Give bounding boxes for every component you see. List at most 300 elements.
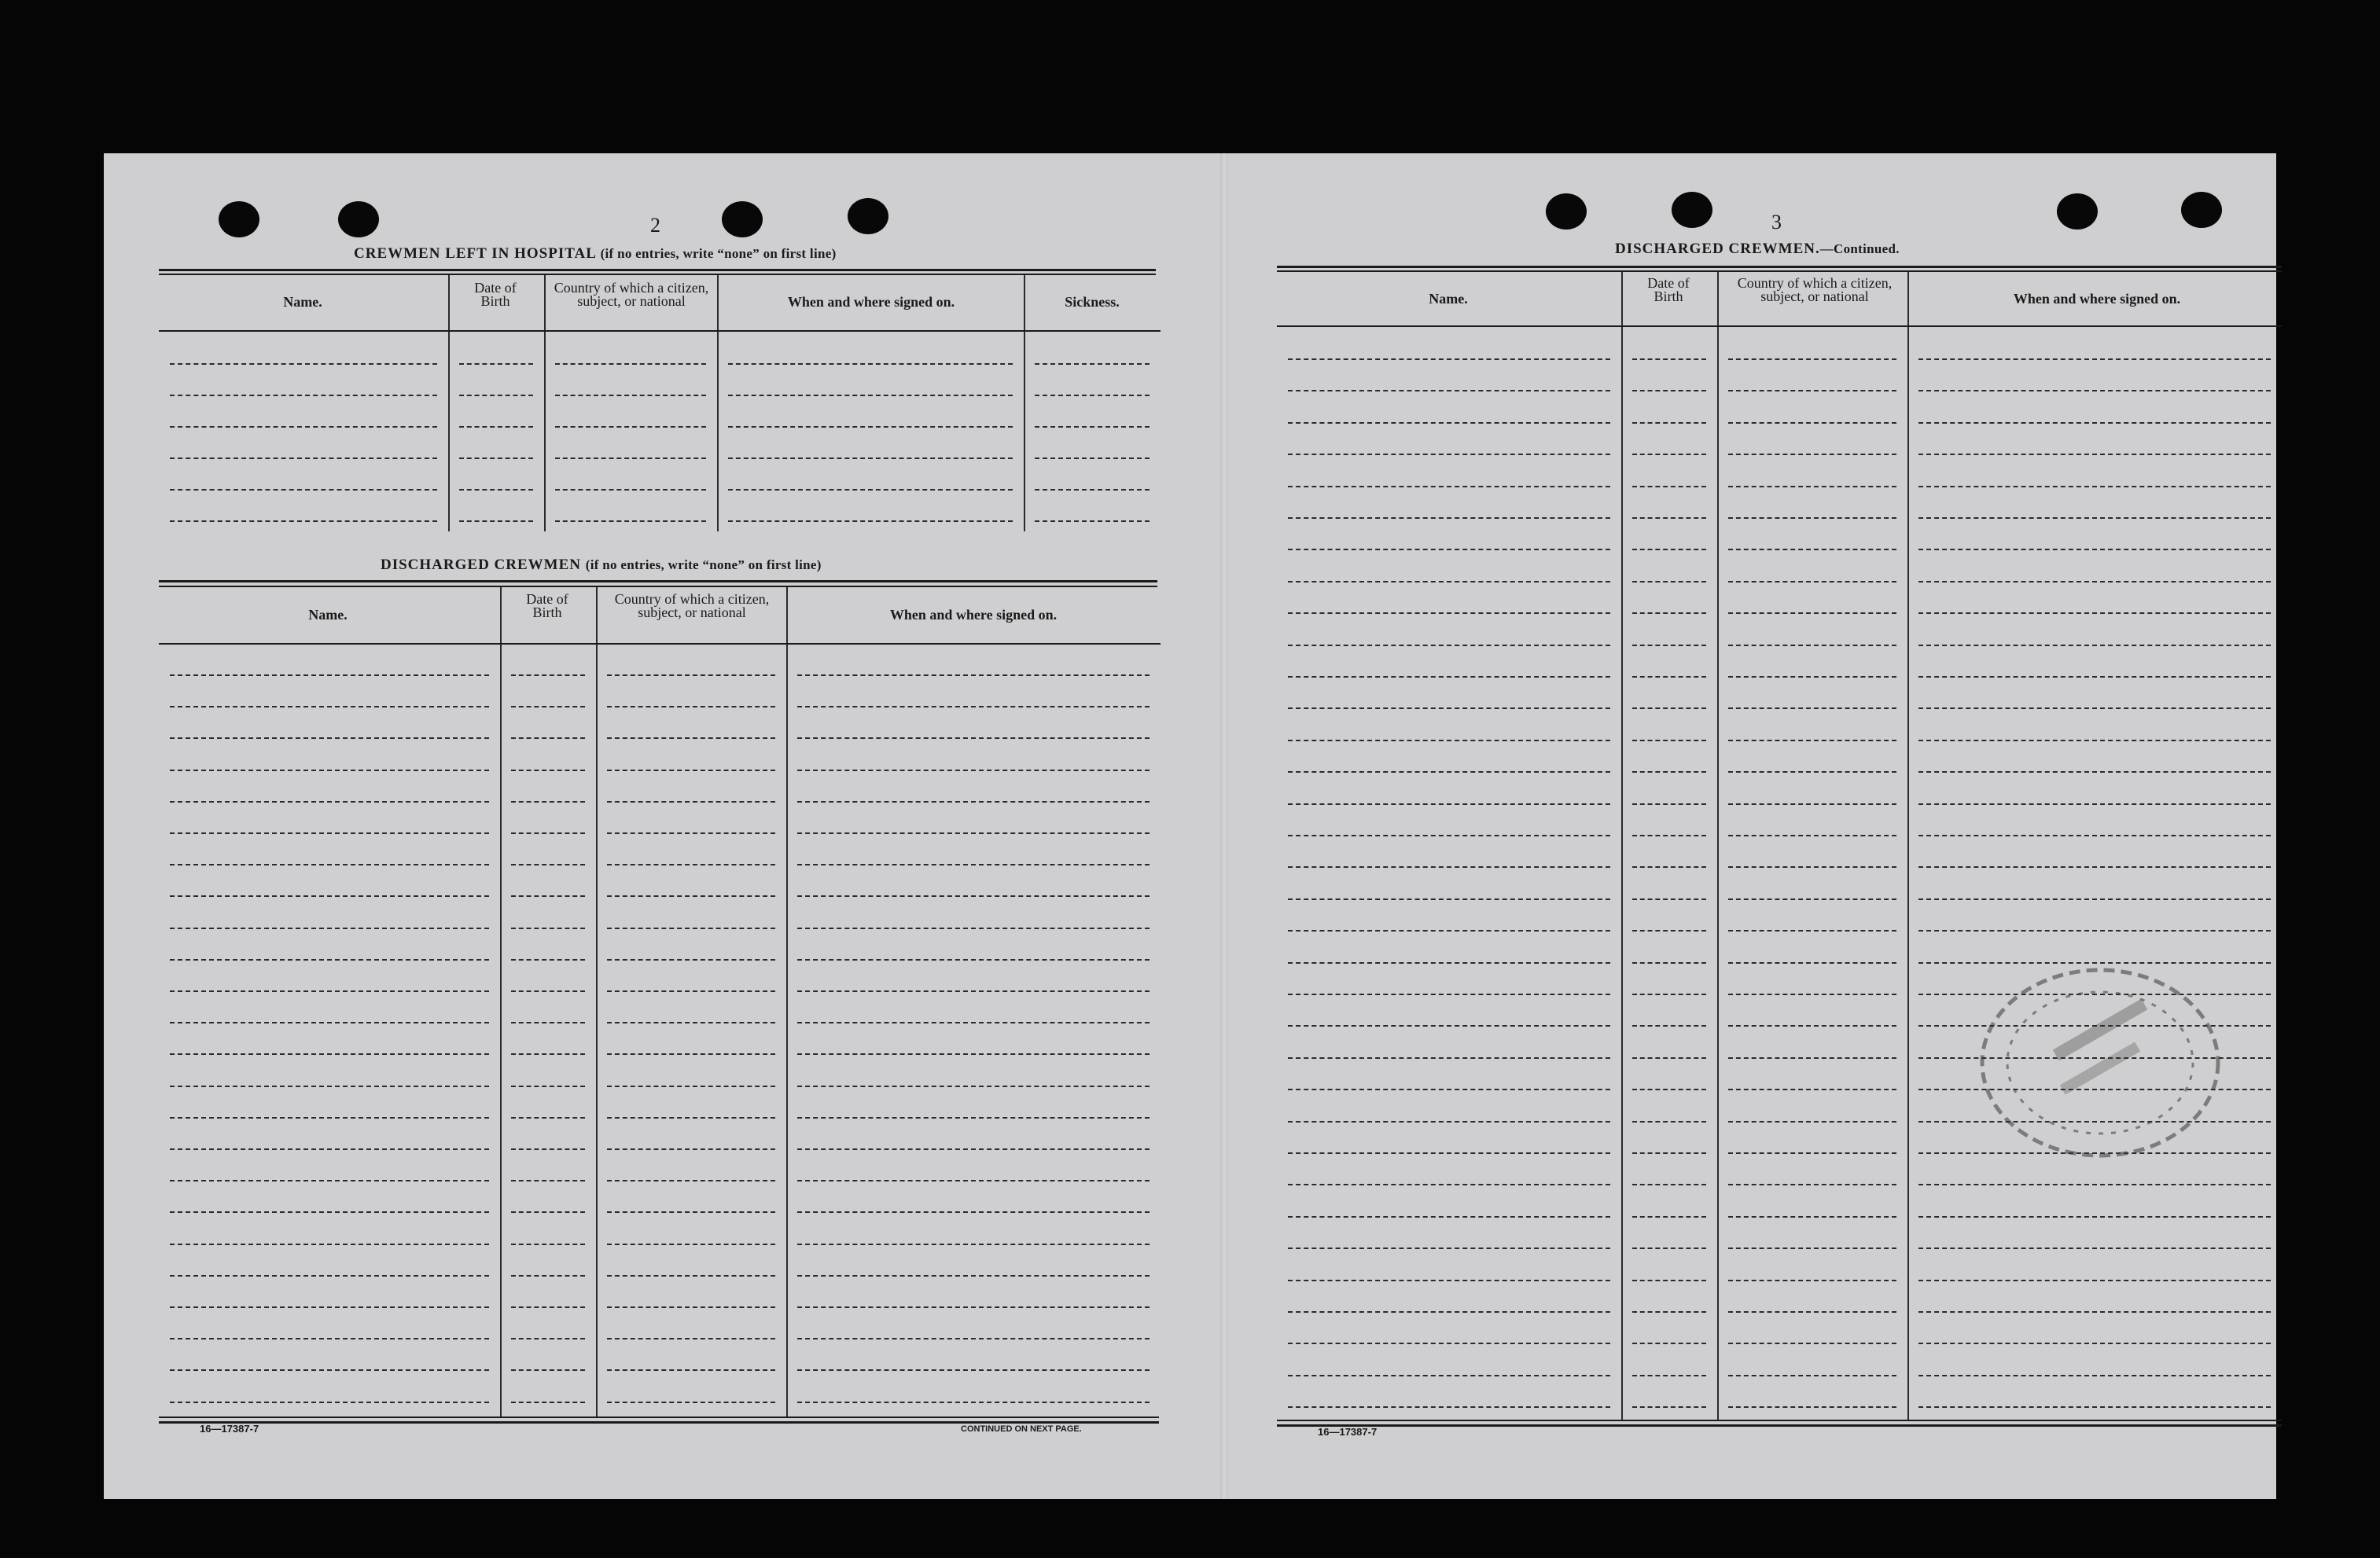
entry-line[interactable] bbox=[555, 520, 706, 522]
entry-line[interactable] bbox=[1918, 390, 2271, 391]
entry-line[interactable] bbox=[1632, 962, 1706, 964]
entry-line[interactable] bbox=[1632, 612, 1706, 614]
entry-line[interactable] bbox=[1918, 1343, 2271, 1344]
entry-line[interactable] bbox=[797, 706, 1150, 707]
discharged-col-signed-on-right: When and where signed on. bbox=[2013, 291, 2181, 307]
column-divider bbox=[596, 587, 598, 1417]
entry-line[interactable] bbox=[511, 1086, 585, 1087]
entry-line[interactable] bbox=[797, 1338, 1150, 1339]
entry-line[interactable] bbox=[1728, 771, 1896, 773]
entry-line[interactable] bbox=[511, 895, 585, 897]
entry-line[interactable] bbox=[511, 1148, 585, 1150]
entry-line[interactable] bbox=[607, 674, 775, 676]
entry-line[interactable] bbox=[1632, 1248, 1706, 1249]
continued-note: CONTINUED ON NEXT PAGE. bbox=[961, 1424, 1082, 1434]
entry-line[interactable] bbox=[170, 1244, 489, 1245]
entry-line[interactable] bbox=[1632, 358, 1706, 360]
entry-line[interactable] bbox=[170, 363, 437, 365]
hospital-col-signed-on: When and where signed on. bbox=[787, 294, 955, 310]
entry-line[interactable] bbox=[511, 801, 585, 803]
entry-line[interactable] bbox=[170, 1402, 489, 1403]
entry-line[interactable] bbox=[1288, 612, 1610, 614]
entry-line[interactable] bbox=[1918, 898, 2271, 900]
entry-line[interactable] bbox=[1288, 1152, 1610, 1154]
entry-line[interactable] bbox=[1918, 740, 2271, 741]
entry-line[interactable] bbox=[511, 1117, 585, 1119]
entry-line[interactable] bbox=[1728, 676, 1896, 678]
entry-line[interactable] bbox=[1918, 454, 2271, 455]
entry-line[interactable] bbox=[1288, 835, 1610, 836]
entry-line[interactable] bbox=[1728, 486, 1896, 487]
entry-line[interactable] bbox=[1632, 771, 1706, 773]
entry-line[interactable] bbox=[1288, 517, 1610, 519]
entry-line[interactable] bbox=[797, 1180, 1150, 1181]
entry-line[interactable] bbox=[1632, 645, 1706, 646]
entry-line[interactable] bbox=[511, 1180, 585, 1181]
entry-line[interactable] bbox=[1918, 517, 2271, 519]
entry-line[interactable] bbox=[607, 990, 775, 992]
ink-stamp bbox=[1970, 953, 2230, 1173]
entry-line[interactable] bbox=[1728, 930, 1896, 931]
entry-line[interactable] bbox=[607, 1244, 775, 1245]
discharged-top-rule-left bbox=[159, 580, 1157, 582]
entry-line[interactable] bbox=[1918, 358, 2271, 360]
entry-line[interactable] bbox=[607, 801, 775, 803]
entry-line[interactable] bbox=[1728, 866, 1896, 868]
entry-line[interactable] bbox=[797, 864, 1150, 865]
page-number-right: 3 bbox=[1771, 211, 1782, 233]
entry-line[interactable] bbox=[1918, 486, 2271, 487]
entry-line[interactable] bbox=[607, 1275, 775, 1277]
entry-line[interactable] bbox=[797, 1369, 1150, 1371]
entry-line[interactable] bbox=[1728, 1025, 1896, 1027]
entry-line[interactable] bbox=[1918, 1216, 2271, 1218]
entry-line[interactable] bbox=[1728, 454, 1896, 455]
entry-line[interactable] bbox=[1632, 1057, 1706, 1059]
entry-line[interactable] bbox=[1035, 457, 1150, 459]
entry-line[interactable] bbox=[607, 1117, 775, 1119]
hospital-col-sickness: Sickness. bbox=[1065, 294, 1120, 310]
entry-line[interactable] bbox=[1918, 930, 2271, 931]
bottom-rule-left bbox=[159, 1417, 1159, 1418]
entry-line[interactable] bbox=[1728, 581, 1896, 582]
entry-line[interactable] bbox=[1288, 930, 1610, 931]
entry-line[interactable] bbox=[1632, 1152, 1706, 1154]
column-divider bbox=[1621, 272, 1623, 1420]
entry-line[interactable] bbox=[459, 363, 533, 365]
entry-line[interactable] bbox=[1632, 1184, 1706, 1185]
entry-line[interactable] bbox=[1728, 1406, 1896, 1408]
entry-line[interactable] bbox=[511, 864, 585, 865]
entry-line[interactable] bbox=[170, 1211, 489, 1213]
entry-line[interactable] bbox=[511, 770, 585, 771]
entry-line[interactable] bbox=[511, 674, 585, 676]
entry-line[interactable] bbox=[1632, 676, 1706, 678]
entry-line[interactable] bbox=[797, 1086, 1150, 1087]
punch-hole bbox=[1672, 192, 1712, 228]
punch-hole bbox=[2181, 192, 2222, 228]
entry-line[interactable] bbox=[797, 801, 1150, 803]
entry-line[interactable] bbox=[1918, 1280, 2271, 1281]
discharged-title-text-right: DISCHARGED CREWMEN. bbox=[1615, 241, 1820, 257]
entry-line[interactable] bbox=[1288, 962, 1610, 964]
entry-line[interactable] bbox=[1288, 707, 1610, 709]
entry-line[interactable] bbox=[1288, 803, 1610, 805]
entry-line[interactable] bbox=[1288, 358, 1610, 360]
entry-line[interactable] bbox=[797, 1275, 1150, 1277]
punch-hole bbox=[219, 201, 259, 237]
entry-line[interactable] bbox=[1918, 803, 2271, 805]
entry-line[interactable] bbox=[511, 959, 585, 961]
entry-line[interactable] bbox=[1632, 1121, 1706, 1123]
entry-line[interactable] bbox=[1632, 803, 1706, 805]
entry-line[interactable] bbox=[607, 1148, 775, 1150]
entry-line[interactable] bbox=[459, 426, 533, 428]
entry-line[interactable] bbox=[1632, 1311, 1706, 1313]
entry-line[interactable] bbox=[728, 363, 1013, 365]
entry-line[interactable] bbox=[1288, 1025, 1610, 1027]
entry-line[interactable] bbox=[511, 1402, 585, 1403]
entry-line[interactable] bbox=[511, 737, 585, 739]
entry-line[interactable] bbox=[170, 457, 437, 459]
entry-line[interactable] bbox=[1288, 1089, 1610, 1090]
entry-line[interactable] bbox=[170, 1306, 489, 1308]
entry-line[interactable] bbox=[1728, 962, 1896, 964]
entry-line[interactable] bbox=[1918, 422, 2271, 424]
discharged-section-title-left bbox=[381, 557, 822, 574]
entry-line[interactable] bbox=[607, 770, 775, 771]
entry-line[interactable] bbox=[1288, 771, 1610, 773]
entry-line[interactable] bbox=[1288, 1280, 1610, 1281]
entry-line[interactable] bbox=[170, 864, 489, 865]
entry-line[interactable] bbox=[1288, 1057, 1610, 1059]
form-number-left: 16—17387-7 bbox=[200, 1423, 259, 1435]
entry-line[interactable] bbox=[511, 1053, 585, 1055]
entry-line[interactable] bbox=[511, 1211, 585, 1213]
entry-line[interactable] bbox=[797, 1402, 1150, 1403]
entry-line[interactable] bbox=[797, 1244, 1150, 1245]
entry-line[interactable] bbox=[555, 426, 706, 428]
entry-line[interactable] bbox=[728, 457, 1013, 459]
discharged-col-dob-left: Date of Birth bbox=[526, 591, 568, 620]
entry-line[interactable] bbox=[1728, 898, 1896, 900]
entry-line[interactable] bbox=[1728, 1248, 1896, 1249]
entry-line[interactable] bbox=[1632, 486, 1706, 487]
entry-line[interactable] bbox=[511, 1022, 585, 1023]
entry-line[interactable] bbox=[607, 928, 775, 929]
discharged-col-country-right: Country of which a citizen, subject, or national bbox=[1737, 275, 1893, 304]
entry-line[interactable] bbox=[170, 426, 437, 428]
entry-line[interactable] bbox=[1918, 1184, 2271, 1185]
entry-line[interactable] bbox=[459, 489, 533, 491]
entry-line[interactable] bbox=[1918, 581, 2271, 582]
entry-line[interactable] bbox=[1632, 1406, 1706, 1408]
entry-line[interactable] bbox=[1632, 1025, 1706, 1027]
entry-line[interactable] bbox=[1632, 835, 1706, 836]
discharged-col-country-left: Country of which a citizen, subject, or national bbox=[614, 591, 770, 620]
entry-line[interactable] bbox=[1288, 1121, 1610, 1123]
entry-line[interactable] bbox=[555, 363, 706, 365]
hospital-title-text: CREWMEN LEFT IN HOSPITAL bbox=[354, 245, 596, 262]
entry-line[interactable] bbox=[1288, 676, 1610, 678]
entry-line[interactable] bbox=[1288, 454, 1610, 455]
entry-line[interactable] bbox=[170, 1180, 489, 1181]
entry-line[interactable] bbox=[1632, 740, 1706, 741]
entry-line[interactable] bbox=[511, 832, 585, 834]
entry-line[interactable] bbox=[1035, 426, 1150, 428]
header-underline bbox=[159, 330, 1161, 332]
punch-hole bbox=[338, 201, 379, 237]
entry-line[interactable] bbox=[1288, 866, 1610, 868]
hospital-section-title bbox=[354, 245, 837, 263]
entry-line[interactable] bbox=[170, 990, 489, 992]
entry-line[interactable] bbox=[797, 737, 1150, 739]
entry-line[interactable] bbox=[607, 1338, 775, 1339]
entry-line[interactable] bbox=[1632, 707, 1706, 709]
punch-hole bbox=[848, 198, 888, 234]
bottom-rule-right bbox=[1277, 1420, 2282, 1421]
entry-line[interactable] bbox=[1035, 395, 1150, 396]
entry-line[interactable] bbox=[1632, 422, 1706, 424]
entry-line[interactable] bbox=[1035, 520, 1150, 522]
entry-line[interactable] bbox=[1632, 581, 1706, 582]
entry-line[interactable] bbox=[1728, 1280, 1896, 1281]
discharged-col-dob-right: Date of Birth bbox=[1647, 275, 1690, 304]
entry-line[interactable] bbox=[459, 457, 533, 459]
entry-line[interactable] bbox=[1918, 645, 2271, 646]
entry-line[interactable] bbox=[1035, 363, 1150, 365]
entry-line[interactable] bbox=[1918, 549, 2271, 550]
entry-line[interactable] bbox=[1632, 866, 1706, 868]
entry-line[interactable] bbox=[1632, 1089, 1706, 1090]
entry-line[interactable] bbox=[170, 674, 489, 676]
entry-line[interactable] bbox=[607, 1369, 775, 1371]
entry-line[interactable] bbox=[797, 959, 1150, 961]
entry-line[interactable] bbox=[728, 489, 1013, 491]
entry-line[interactable] bbox=[555, 457, 706, 459]
entry-line[interactable] bbox=[1728, 1152, 1896, 1154]
entry-line[interactable] bbox=[511, 1275, 585, 1277]
entry-line[interactable] bbox=[797, 832, 1150, 834]
entry-line[interactable] bbox=[170, 832, 489, 834]
entry-line[interactable] bbox=[1728, 549, 1896, 550]
entry-line[interactable] bbox=[511, 1338, 585, 1339]
entry-line[interactable] bbox=[1728, 1184, 1896, 1185]
entry-line[interactable] bbox=[511, 1306, 585, 1308]
entry-line[interactable] bbox=[607, 1211, 775, 1213]
entry-line[interactable] bbox=[1728, 740, 1896, 741]
entry-line[interactable] bbox=[607, 1180, 775, 1181]
entry-line[interactable] bbox=[1918, 1375, 2271, 1376]
entry-line[interactable] bbox=[1918, 1406, 2271, 1408]
entry-line[interactable] bbox=[170, 1086, 489, 1087]
entry-line[interactable] bbox=[511, 990, 585, 992]
hospital-col-name: Name. bbox=[283, 294, 322, 310]
discharged-top-rule-right bbox=[1277, 266, 2282, 268]
entry-line[interactable] bbox=[1288, 549, 1610, 550]
form-number-right: 16—17387-7 bbox=[1318, 1426, 1378, 1438]
entry-line[interactable] bbox=[1728, 1311, 1896, 1313]
header-underline bbox=[1277, 325, 2282, 327]
entry-line[interactable] bbox=[1288, 1343, 1610, 1344]
discharged-col-signed-on-left: When and where signed on. bbox=[889, 607, 1058, 623]
column-divider bbox=[717, 275, 719, 531]
entry-line[interactable] bbox=[607, 1086, 775, 1087]
entry-line[interactable] bbox=[170, 959, 489, 961]
entry-line[interactable] bbox=[1288, 994, 1610, 995]
entry-line[interactable] bbox=[607, 1053, 775, 1055]
entry-line[interactable] bbox=[1728, 612, 1896, 614]
entry-line[interactable] bbox=[1918, 771, 2271, 773]
entry-line[interactable] bbox=[1728, 517, 1896, 519]
entry-line[interactable] bbox=[1918, 835, 2271, 836]
entry-line[interactable] bbox=[797, 1211, 1150, 1213]
entry-line[interactable] bbox=[1288, 1311, 1610, 1313]
entry-line[interactable] bbox=[607, 737, 775, 739]
document-sheet bbox=[104, 153, 2276, 1499]
entry-line[interactable] bbox=[607, 895, 775, 897]
entry-line[interactable] bbox=[170, 1053, 489, 1055]
entry-line[interactable] bbox=[1288, 645, 1610, 646]
hospital-top-rule-2 bbox=[159, 274, 1156, 275]
entry-line[interactable] bbox=[607, 1022, 775, 1023]
entry-line[interactable] bbox=[728, 426, 1013, 428]
entry-line[interactable] bbox=[728, 395, 1013, 396]
discharged-title-suffix-right: —Continued. bbox=[1819, 241, 1900, 256]
hospital-col-dob: Date of Birth bbox=[474, 280, 517, 309]
entry-line[interactable] bbox=[1288, 581, 1610, 582]
entry-line[interactable] bbox=[1728, 707, 1896, 709]
entry-line[interactable] bbox=[797, 895, 1150, 897]
entry-line[interactable] bbox=[1632, 1343, 1706, 1344]
entry-line[interactable] bbox=[1918, 707, 2271, 709]
discharged-col-name-right: Name. bbox=[1429, 291, 1468, 307]
entry-line[interactable] bbox=[1632, 549, 1706, 550]
entry-line[interactable] bbox=[170, 928, 489, 929]
punch-hole bbox=[2057, 193, 2098, 230]
page-fold bbox=[1220, 153, 1228, 1499]
entry-line[interactable] bbox=[607, 1402, 775, 1403]
entry-line[interactable] bbox=[1632, 930, 1706, 931]
entry-line[interactable] bbox=[1918, 1248, 2271, 1249]
entry-line[interactable] bbox=[1728, 1375, 1896, 1376]
entry-line[interactable] bbox=[511, 1369, 585, 1371]
discharged-section-title-right bbox=[1615, 241, 1900, 258]
entry-line[interactable] bbox=[1632, 517, 1706, 519]
entry-line[interactable] bbox=[170, 1275, 489, 1277]
entry-line[interactable] bbox=[1728, 390, 1896, 391]
entry-line[interactable] bbox=[1728, 994, 1896, 995]
entry-line[interactable] bbox=[1288, 486, 1610, 487]
entry-line[interactable] bbox=[797, 770, 1150, 771]
entry-line[interactable] bbox=[1728, 1121, 1896, 1123]
entry-line[interactable] bbox=[797, 928, 1150, 929]
entry-line[interactable] bbox=[1288, 422, 1610, 424]
entry-line[interactable] bbox=[1918, 676, 2271, 678]
entry-line[interactable] bbox=[1728, 645, 1896, 646]
entry-line[interactable] bbox=[170, 1022, 489, 1023]
entry-line[interactable] bbox=[1632, 1280, 1706, 1281]
entry-line[interactable] bbox=[1288, 1375, 1610, 1376]
entry-line[interactable] bbox=[797, 1053, 1150, 1055]
entry-line[interactable] bbox=[607, 864, 775, 865]
entry-line[interactable] bbox=[1632, 454, 1706, 455]
column-divider bbox=[1024, 275, 1025, 531]
entry-line[interactable] bbox=[555, 395, 706, 396]
entry-line[interactable] bbox=[1918, 612, 2271, 614]
entry-line[interactable] bbox=[607, 959, 775, 961]
entry-line[interactable] bbox=[1288, 740, 1610, 741]
entry-line[interactable] bbox=[607, 832, 775, 834]
entry-line[interactable] bbox=[170, 1117, 489, 1119]
entry-line[interactable] bbox=[511, 706, 585, 707]
entry-line[interactable] bbox=[797, 1306, 1150, 1308]
entry-line[interactable] bbox=[797, 1022, 1150, 1023]
entry-line[interactable] bbox=[1728, 1057, 1896, 1059]
column-divider bbox=[500, 587, 502, 1417]
entry-line[interactable] bbox=[170, 1148, 489, 1150]
entry-line[interactable] bbox=[1632, 390, 1706, 391]
entry-line[interactable] bbox=[1728, 358, 1896, 360]
entry-line[interactable] bbox=[1288, 390, 1610, 391]
entry-line[interactable] bbox=[555, 489, 706, 491]
entry-line[interactable] bbox=[170, 1338, 489, 1339]
entry-line[interactable] bbox=[170, 737, 489, 739]
entry-line[interactable] bbox=[459, 395, 533, 396]
entry-line[interactable] bbox=[797, 674, 1150, 676]
entry-line[interactable] bbox=[170, 706, 489, 707]
entry-line[interactable] bbox=[170, 801, 489, 803]
entry-line[interactable] bbox=[170, 1369, 489, 1371]
entry-line[interactable] bbox=[797, 1117, 1150, 1119]
entry-line[interactable] bbox=[728, 520, 1013, 522]
entry-line[interactable] bbox=[170, 520, 437, 522]
entry-line[interactable] bbox=[170, 489, 437, 491]
entry-line[interactable] bbox=[1918, 866, 2271, 868]
entry-line[interactable] bbox=[1288, 1184, 1610, 1185]
entry-line[interactable] bbox=[1288, 1216, 1610, 1218]
entry-line[interactable] bbox=[511, 928, 585, 929]
header-underline bbox=[159, 643, 1161, 645]
entry-line[interactable] bbox=[459, 520, 533, 522]
entry-line[interactable] bbox=[1288, 898, 1610, 900]
entry-line[interactable] bbox=[1288, 1406, 1610, 1408]
entry-line[interactable] bbox=[511, 1244, 585, 1245]
hospital-title-note: (if no entries, write “none” on first line) bbox=[600, 246, 837, 261]
entry-line[interactable] bbox=[1632, 1216, 1706, 1218]
entry-line[interactable] bbox=[1918, 1311, 2271, 1313]
entry-line[interactable] bbox=[797, 990, 1150, 992]
entry-line[interactable] bbox=[1728, 422, 1896, 424]
entry-line[interactable] bbox=[1728, 1343, 1896, 1344]
entry-line[interactable] bbox=[1035, 489, 1150, 491]
entry-line[interactable] bbox=[1632, 994, 1706, 995]
entry-line[interactable] bbox=[607, 1306, 775, 1308]
entry-line[interactable] bbox=[170, 395, 437, 396]
entry-line[interactable] bbox=[1288, 1248, 1610, 1249]
entry-line[interactable] bbox=[1632, 898, 1706, 900]
entry-line[interactable] bbox=[1728, 1089, 1896, 1090]
entry-line[interactable] bbox=[797, 1148, 1150, 1150]
entry-line[interactable] bbox=[1728, 1216, 1896, 1218]
entry-line[interactable] bbox=[607, 706, 775, 707]
entry-line[interactable] bbox=[1728, 835, 1896, 836]
entry-line[interactable] bbox=[1728, 803, 1896, 805]
entry-line[interactable] bbox=[170, 895, 489, 897]
discharged-col-name-left: Name. bbox=[308, 607, 348, 623]
entry-line[interactable] bbox=[1632, 1375, 1706, 1376]
entry-line[interactable] bbox=[170, 770, 489, 771]
